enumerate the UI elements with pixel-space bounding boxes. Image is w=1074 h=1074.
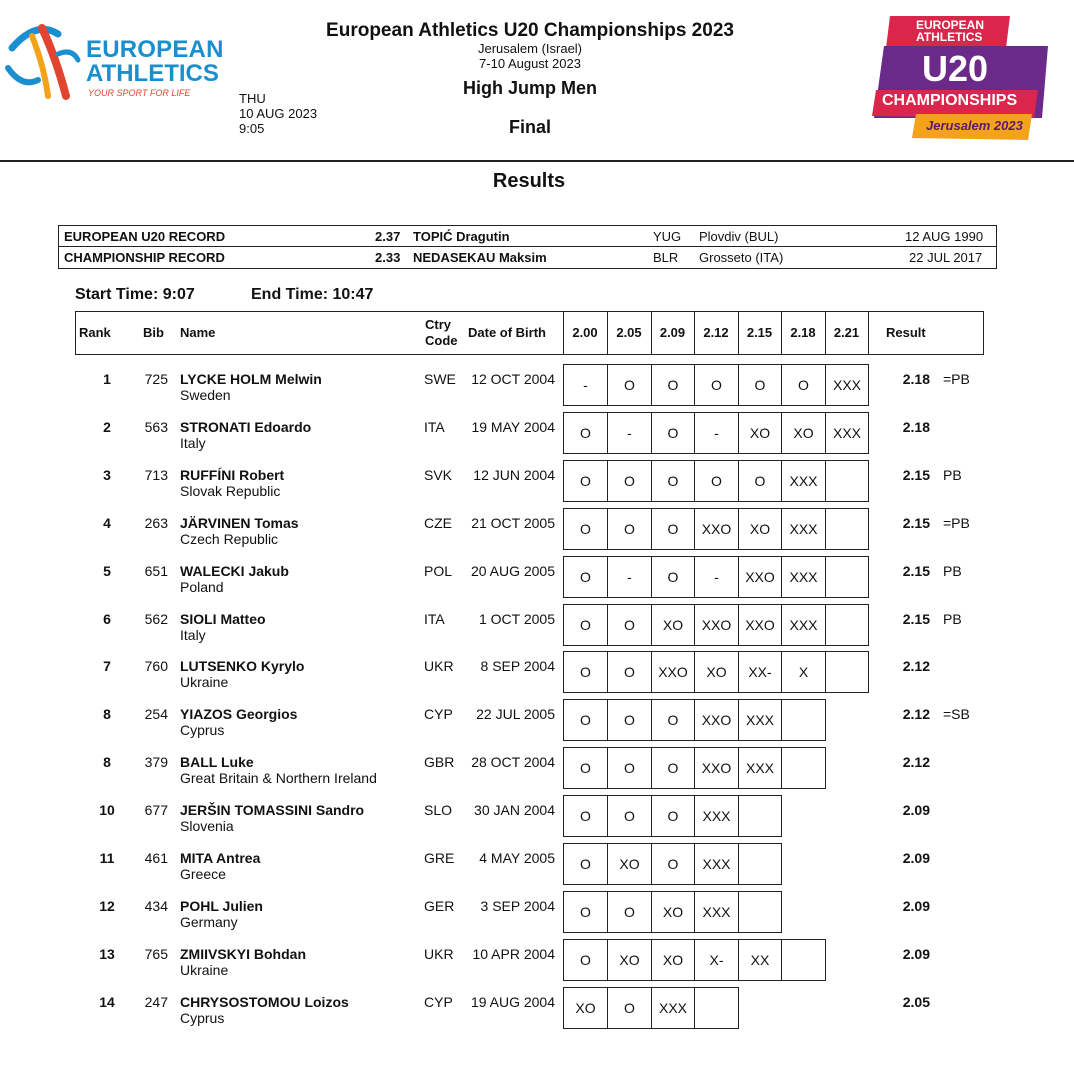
attempt-cell: XX- [738,651,782,693]
athlete-country-code: CYP [424,706,453,722]
attempt-cell: O [563,747,608,789]
attempt-cell [781,699,826,741]
athlete-bib: 765 [144,946,168,962]
attempt-cell: O [563,939,608,981]
attempt-cell: O [607,747,652,789]
table-row [0,693,1074,741]
attempt-cell: O [563,891,608,933]
attempt-cell: XXO [694,508,739,550]
athlete-rank: 4 [103,515,111,531]
attempt-cell: O [607,364,652,406]
table-row [0,741,1074,789]
athlete-result: 2.15 [902,563,930,579]
athlete-bib: 434 [144,898,168,914]
attempt-cell: O [694,460,739,502]
athlete-name: LUTSENKO Kyrylo [180,658,305,674]
attempt-cell: XO [607,939,652,981]
athlete-dob: 21 OCT 2005 [471,515,555,531]
table-row [0,885,1074,933]
athlete-result: 2.09 [902,946,930,962]
athlete-bib: 651 [144,563,168,579]
attempt-cell: - [563,364,608,406]
attempt-cell: O [651,699,695,741]
athlete-dob: 4 MAY 2005 [479,850,555,866]
athlete-name: BALL Luke [180,754,254,770]
athlete-country-code: GBR [424,754,455,770]
attempt-cell [825,604,869,646]
attempt-cell: O [738,460,782,502]
table-row [0,358,1074,406]
athlete-result: 2.15 [902,611,930,627]
athlete-country: Great Britain & Northern Ireland [180,770,377,786]
attempt-cell: O [651,747,695,789]
record-mark: 2.37 [375,229,401,244]
athlete-country-code: SWE [424,371,456,387]
attempt-cell: XXO [738,604,782,646]
table-row [0,550,1074,598]
attempt-cell [825,987,869,1029]
athlete-dob: 12 OCT 2004 [471,371,555,387]
attempt-cell [738,891,782,933]
athlete-name: CHRYSOSTOMOU Loizos [180,994,349,1010]
athlete-result: 2.18 [902,371,930,387]
athlete-name: MITA Antrea [180,850,261,866]
athlete-name: JÄRVINEN Tomas [180,515,299,531]
table-row [0,789,1074,837]
championship-dates: 7-10 August 2023 [479,56,581,71]
athlete-dob: 3 SEP 2004 [480,898,555,914]
record-code: BLR [653,250,679,265]
attempt-cell [738,843,782,885]
athlete-bib: 379 [144,754,168,770]
venue: Jerusalem (Israel) [477,41,583,56]
athlete-result-note: PB [943,611,962,627]
attempt-cell: XXX [825,412,869,454]
athlete-rank: 2 [103,419,111,435]
athlete-result: 2.09 [902,898,930,914]
event-day: THU [239,91,266,106]
athlete-bib: 760 [144,658,168,674]
attempt-cell: O [607,795,652,837]
attempt-cell: O [607,699,652,741]
attempt-cell: XXX [825,364,869,406]
athlete-result-note: =PB [943,515,970,531]
attempt-cell: O [738,364,782,406]
attempt-cell: O [651,460,695,502]
end-time: End Time: 10:47 [251,286,374,303]
athlete-country: Cyprus [180,1010,225,1026]
athlete-dob: 20 AUG 2005 [470,563,555,579]
col-height: 2.05 [616,325,642,340]
athlete-rank: 11 [99,850,115,866]
attempt-cell: O [607,651,652,693]
attempt-cell: O [694,364,739,406]
athlete-country-code: UKR [424,946,454,962]
event-name: High Jump Men [463,78,597,98]
attempt-cell: O [563,699,608,741]
attempt-cell: O [563,460,608,502]
athlete-country-code: ITA [424,419,445,435]
athlete-country: Ukraine [180,962,229,978]
attempt-cell [825,460,869,502]
athlete-rank: 13 [99,946,115,962]
athlete-result: 2.09 [902,850,930,866]
logo-text-line2: ATHLETICS [86,60,219,87]
athlete-bib: 725 [144,371,168,387]
attempt-cell: XXO [694,604,739,646]
attempt-cell: XXO [651,651,695,693]
attempt-cell: XO [651,939,695,981]
athlete-rank: 8 [103,754,111,770]
logo-text-line1: EUROPEAN [86,36,224,63]
table-row [0,981,1074,1029]
athlete-dob: 8 SEP 2004 [480,658,555,674]
attempt-cell [825,556,869,598]
attempt-cell: XO [563,987,608,1029]
athlete-name: LYCKE HOLM Melwin [180,371,322,387]
athlete-country-code: CZE [424,515,452,531]
round-name: Final [508,117,551,137]
u20-logo-city: Jerusalem 2023 [926,118,1023,133]
attempt-cell [825,939,869,981]
athlete-bib: 461 [144,850,168,866]
athlete-bib: 254 [144,706,168,722]
athlete-dob: 1 OCT 2005 [478,611,555,627]
athlete-name: WALECKI Jakub [180,563,289,579]
attempt-cell: XXX [694,795,739,837]
athlete-rank: 14 [99,994,115,1010]
attempt-cell [738,987,782,1029]
attempt-cell [825,508,869,550]
athlete-country: Czech Republic [180,531,279,547]
championship-title: European Athletics U20 Championships 2023 [326,20,734,41]
record-place: Plovdiv (BUL) [699,229,779,244]
attempt-cell: O [607,891,652,933]
u20-logo-sub-text: CHAMPIONSHIPS [882,92,1018,109]
results-title: Results [492,170,566,192]
athlete-bib: 562 [144,611,168,627]
athlete-country: Sweden [180,387,231,403]
athlete-country: Cyprus [180,722,225,738]
attempt-cell: XO [694,651,739,693]
athlete-result: 2.09 [902,802,930,818]
record-holder: TOPIĆ Dragutin [413,229,510,244]
athlete-dob: 10 APR 2004 [472,946,555,962]
attempt-cell [738,795,782,837]
athlete-name: RUFFÍNI Robert [180,467,285,483]
attempt-cell [781,891,826,933]
table-row [0,933,1074,981]
u20-logo-text-line2: ATHLETICS [916,30,983,44]
logo-tagline: YOUR SPORT FOR LIFE [88,88,191,98]
attempt-cell: XXX [694,843,739,885]
attempt-cell: O [651,556,695,598]
table-row [0,406,1074,454]
athlete-country: Italy [180,435,206,451]
athlete-result: 2.12 [902,658,930,674]
athlete-result-note: =PB [943,371,970,387]
table-row [0,598,1074,646]
attempt-cell: XXX [738,747,782,789]
attempt-cell [781,843,826,885]
u20-logo-big-text: U20 [922,48,989,89]
record-date: 12 AUG 1990 [905,229,984,244]
athlete-rank: 12 [99,898,115,914]
table-row [0,454,1074,502]
attempt-cell: XXX [781,556,826,598]
athlete-dob: 30 JAN 2004 [474,802,555,818]
attempt-cell [781,987,826,1029]
attempt-cell: O [651,795,695,837]
athlete-country: Slovak Republic [180,483,281,499]
athlete-rank: 6 [103,611,111,627]
record-holder: NEDASEKAU Maksim [413,250,547,265]
athlete-bib: 713 [144,467,168,483]
athlete-country-code: GRE [424,850,455,866]
attempt-cell: XXO [694,699,739,741]
athlete-dob: 22 JUL 2005 [476,706,555,722]
athlete-result: 2.18 [902,419,930,435]
athlete-result: 2.15 [902,515,930,531]
attempt-cell: O [563,795,608,837]
attempt-cell: O [651,843,695,885]
athlete-country-code: POL [424,563,453,579]
attempt-cell: XXX [651,987,695,1029]
col-result: Result [886,325,926,340]
attempt-cell: XXX [738,699,782,741]
col-height: 2.18 [790,325,816,340]
col-dob: Date of Birth [468,325,546,340]
athlete-country: Ukraine [180,674,229,690]
athlete-result: 2.05 [902,994,930,1010]
attempt-cell: - [694,412,739,454]
event-date: 10 AUG 2023 [239,106,318,121]
attempt-cell: XXO [694,747,739,789]
athlete-country-code: CYP [424,994,453,1010]
athlete-name: YIAZOS Georgios [180,706,298,722]
attempt-cell: XXX [694,891,739,933]
attempt-cell: X- [694,939,739,981]
athlete-result: 2.12 [902,754,930,770]
athlete-name: ZMIIVSKYI Bohdan [180,946,306,962]
athlete-dob: 28 OCT 2004 [471,754,555,770]
attempt-cell: XXO [738,556,782,598]
attempt-cell: XO [738,508,782,550]
athlete-dob: 19 MAY 2004 [471,419,555,435]
table-row [0,837,1074,885]
athlete-dob: 12 JUN 2004 [473,467,555,483]
col-bib: Bib [143,325,164,340]
athlete-country-code: UKR [424,658,454,674]
u20-logo-text-line1: EUROPEAN [916,18,985,32]
athlete-name: POHL Julien [180,898,263,914]
athlete-bib: 263 [144,515,168,531]
athlete-country: Italy [180,627,206,643]
record-label: CHAMPIONSHIP RECORD [64,250,225,265]
attempt-cell: O [563,508,608,550]
attempt-cell: XXX [781,604,826,646]
attempt-cell: O [781,364,826,406]
athlete-country: Poland [180,579,224,595]
attempt-cell: O [607,508,652,550]
athlete-country: Greece [180,866,226,882]
athlete-country-code: ITA [424,611,445,627]
attempt-cell: - [607,556,652,598]
athlete-rank: 10 [99,802,115,818]
athlete-country: Germany [180,914,238,930]
athlete-rank: 7 [103,658,111,674]
attempt-cell [825,843,869,885]
athlete-rank: 3 [103,467,111,483]
athlete-name: JERŠIN TOMASSINI Sandro [180,802,365,818]
athlete-country: Slovenia [180,818,234,834]
attempt-cell: - [694,556,739,598]
athlete-rank: 1 [103,371,111,387]
attempt-cell: XXX [781,508,826,550]
col-height: 2.21 [833,325,860,340]
attempt-cell: O [563,412,608,454]
athlete-dob: 19 AUG 2004 [470,994,555,1010]
attempt-cell [825,747,869,789]
attempt-cell: O [651,508,695,550]
attempt-cell: XXX [781,460,826,502]
attempt-cell: O [607,987,652,1029]
table-row [0,645,1074,693]
record-date: 22 JUL 2017 [909,250,983,265]
athlete-name: SIOLI Matteo [180,611,266,627]
attempt-cell [825,699,869,741]
attempt-cell: O [607,604,652,646]
start-time: Start Time: 9:07 [75,286,195,303]
attempt-cell [825,651,869,693]
attempt-cell [694,987,739,1029]
attempt-cell: X [781,651,826,693]
attempt-cell: XO [607,843,652,885]
attempt-cell [781,747,826,789]
table-row [0,502,1074,550]
athlete-result-note: =SB [943,706,970,722]
attempt-cell [781,795,826,837]
record-label: EUROPEAN U20 RECORD [64,229,226,244]
attempt-cell: XO [738,412,782,454]
record-code: YUG [653,229,682,244]
attempt-cell: O [563,843,608,885]
event-time: 9:05 [239,121,265,136]
athlete-result: 2.15 [902,467,930,483]
col-height: 2.12 [703,325,729,340]
record-place: Grosseto (ITA) [699,250,784,265]
col-rank: Rank [79,325,111,340]
athlete-rank: 5 [103,563,111,579]
attempt-cell [825,891,869,933]
athlete-result: 2.12 [902,706,930,722]
athlete-country-code: SLO [424,802,453,818]
attempt-cell [825,795,869,837]
athlete-bib: 563 [144,419,168,435]
col-height: 2.09 [659,325,686,340]
athlete-country-code: GER [424,898,455,914]
attempt-cell: XX [738,939,782,981]
col-height: 2.00 [572,325,598,340]
attempt-cell: O [651,364,695,406]
attempt-cell: - [607,412,652,454]
attempt-cell: O [563,604,608,646]
athlete-bib: 677 [144,802,168,818]
col-name: Name [180,325,216,340]
attempt-cell: XO [651,891,695,933]
attempt-cell: O [563,556,608,598]
attempt-cell [781,939,826,981]
record-mark: 2.33 [375,250,401,265]
attempt-cell: XO [651,604,695,646]
attempt-cell: XO [781,412,826,454]
athlete-result-note: PB [943,467,962,483]
athlete-result-note: PB [943,563,962,579]
col-ctry-line1: Ctry [425,317,452,332]
athlete-name: STRONATI Edoardo [180,419,312,435]
col-height: 2.15 [746,325,773,340]
attempt-cell: O [563,651,608,693]
athlete-country-code: SVK [424,467,453,483]
attempt-cell: O [651,412,695,454]
attempt-cell: O [607,460,652,502]
athlete-rank: 8 [103,706,111,722]
athlete-bib: 247 [144,994,168,1010]
col-ctry-line2: Code [425,333,458,348]
